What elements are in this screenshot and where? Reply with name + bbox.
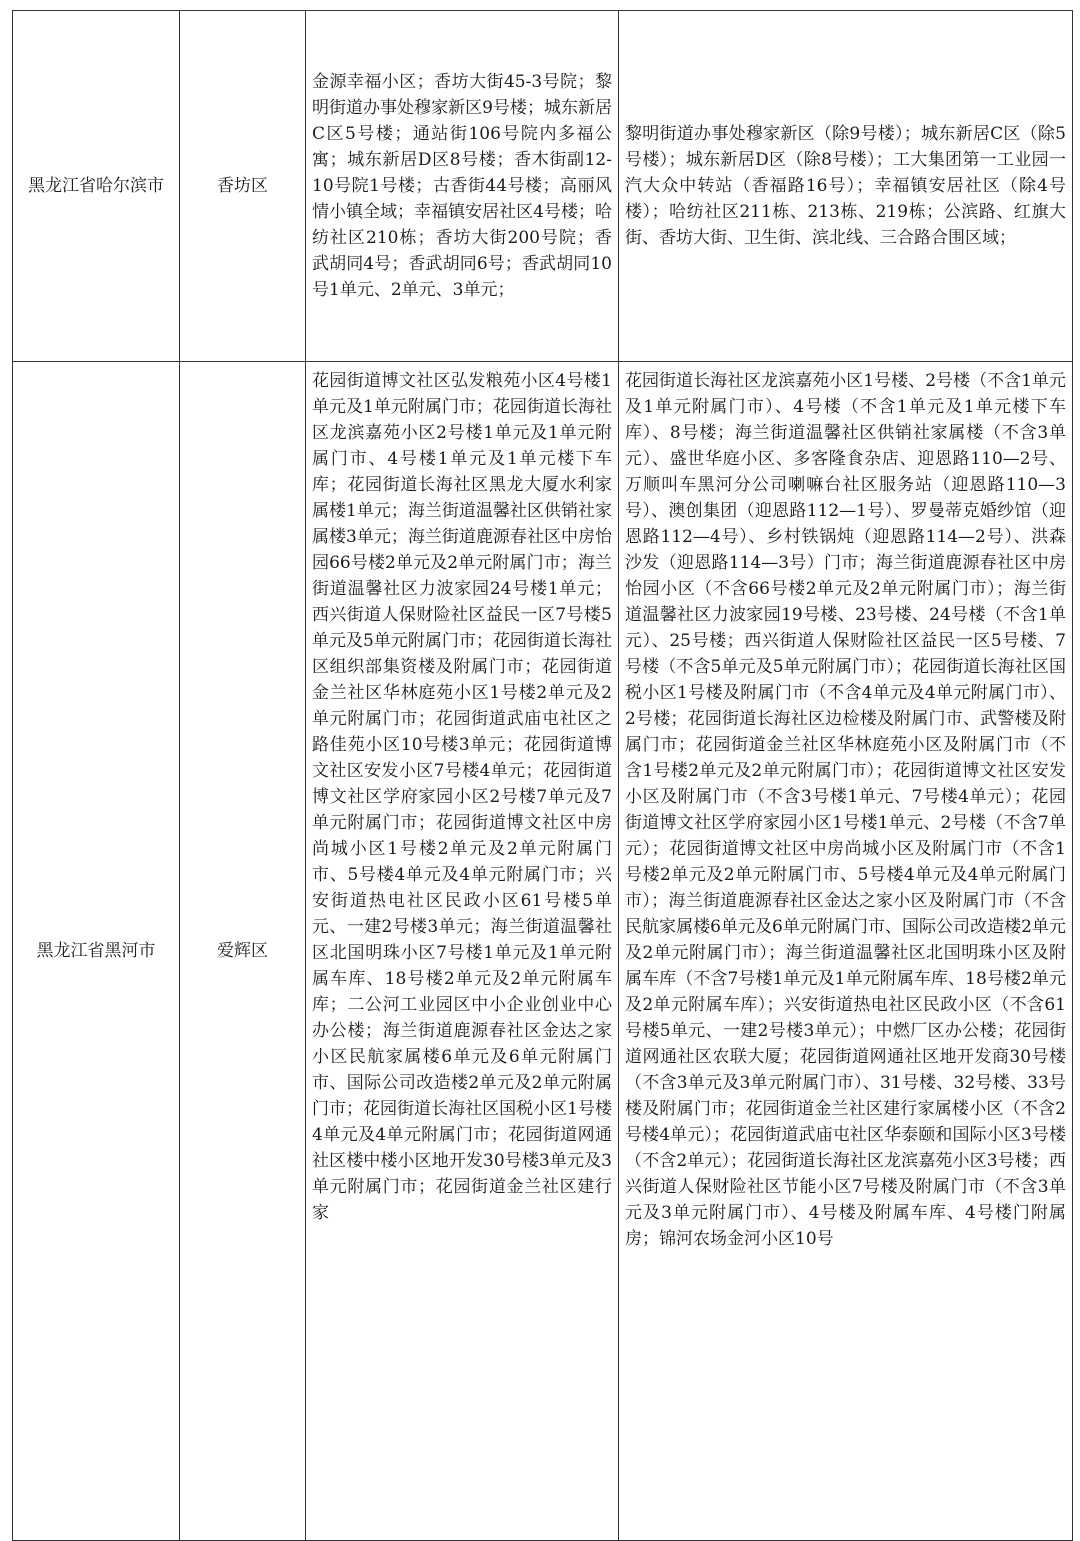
district-cell: 爱辉区 (180, 362, 306, 1541)
city-name: 黑龙江省黑河市 (36, 941, 156, 961)
high-risk-cell: 花园街道博文社区弘发粮苑小区4号楼1单元及1单元附属门市；花园街道长海社区龙滨嘉苑小区2号楼1单元及1单元附属门市、4号楼1单元及1单元楼下车库；花园街道长海社区黑龙大厦水利家属楼1单元；海兰街道温馨社区供销社家属楼3单元；海兰街道鹿源春社区中房怡园66号楼2单元及2单元附属门市；海兰街道温馨社区力波家园24号楼1单元；西兴街道人保财险社区益民一区7号楼5单元及5单元附属门市；花园街道长海社区组织部集资楼及附属门市；花园街道金兰社区华林庭苑小区1号楼2单元及2单元附属门市；花园街道武庙屯社区之路佳苑小区10号楼3单元；花园街道博文社区安发小区7号楼4单元；花园街道博文社区学府家园小区2号楼7单元及7单元附属门市；花园街道博文社区中房尚城小区1号楼2单元及2单元附属门市、5号楼4单元及4单元附属门市；兴安街道热电社区民政小区61号楼5单元、一建2号楼3单元；海兰街道温馨社区北国明珠小区7号楼1单元及1单元附属车库、18号楼2单元及2单元附属车库；二公河工业园区中小企业创业中心办公楼；海兰街道鹿源春社区金达之家小区民航家属楼6单元及6单元附属门市、国际公司改造楼2单元及2单元附属门市；花园街道长海社区国税小区1号楼4单元及4单元附属门市；花园街道网通社区楼中楼小区地开发30号楼3单元及3单元附属门市；花园街道金兰社区建行家 (306, 362, 619, 1541)
high-risk-cell: 金源幸福小区；香坊大街45-3号院；黎明街道办事处穆家新区9号楼；城东新居C区5号楼；通站街106号院内多福公寓；城东新居D区8号楼；香木街副12-10号院1号楼；古香街44号楼；高丽风情小镇全域；幸福镇安居社区4号楼；哈纺社区210栋；香坊大街200号院；香武胡同4号；香武胡同6号；香武胡同10号1单元、2单元、3单元； (306, 11, 619, 362)
city-cell (13, 11, 180, 362)
mid-risk-cell: 花园街道长海社区龙滨嘉苑小区1号楼、2号楼（不含1单元及1单元附属门市）、4号楼（不含1单元及1单元楼下车库）、8号楼；海兰街道温馨社区供销社家属楼（不含3单元）、盛世华庭小区、多客隆食杂店、迎恩路110—2号、万顺叫车黑河分公司喇嘛台社区服务站（迎恩路110—3号）、澳创集团（迎恩路112—1号）、罗曼蒂克婚纱馆（迎恩路112—4号）、乡村铁锅炖（迎恩路114—2号）、洪森沙发（迎恩路114—3号）门市；海兰街道鹿源春社区中房怡园小区（不含66号楼2单元及2单元附属门市）；海兰街道温馨社区力波家园19号楼、23号楼、24号楼（不含1单元）、25号楼；西兴街道人保财险社区益民一区5号楼、7号楼（不含5单元及5单元附属门市）；花园街道长海社区国税小区1号楼及附属门市（不含4单元及4单元附属门市）、2号楼；花园街道长海社区边检楼及附属门市、武警楼及附属门市；花园街道金兰社区华林庭苑小区及附属门市（不含1号楼2单元及2单元附属门市）；花园街道博文社区安发小区及附属门市（不含3号楼1单元、7号楼4单元）；花园街道博文社区学府家园小区1号楼1单元、2号楼（不含7单元）；花园街道博文社区中房尚城小区及附属门市（不含1号楼2单元及2单元附属门市、5号楼4单元及4单元附属门市）；海兰街道鹿源春社区金达之家小区及附属门市（不含民航家属楼6单元及6单元附属门市、国际公司改造楼2单元及2单元附属门市）；海兰街道温馨社区北国明珠小区及附属车库（不含7号楼1单元及1单元附属车库、18号楼2单元及2单元附属车库）；兴安街道热电社区民政小区（不含61号楼5单元、一建2号楼3单元）；中燃厂区办公楼；花园街道网通社区农联大厦；花园街道网通社区地开发商30号楼（不含3单元及3单元附属门市）、31号楼、32号楼、33号楼及附属门市；花园街道金兰社区建行家属楼小区（不含2号楼4单元）；花园街道武庙屯社区华泰颐和国际小区3号楼（不含2单元）；花园街道长海社区龙滨嘉苑小区3号楼；西兴街道人保财险社区节能小区7号楼及附属门市（不含3单元及3单元附属门市）、4号楼及附属车库、4号楼门附属房；锦河农场金河小区10号 (619, 362, 1073, 1541)
mid-risk-cell: 黎明街道办事处穆家新区（除9号楼）；城东新居C区（除5号楼）；城东新居D区（除8号楼）；工大集团第一工业园一汽大众中转站（香福路16号）；幸福镇安居社区（除4号楼）；哈纺社区211栋、213栋、219栋；公滨路、红旗大街、香坊大街、卫生街、滨北线、三合路合围区域； (619, 11, 1073, 362)
district-cell: 香坊区 (180, 11, 306, 362)
city-cell (13, 362, 180, 1541)
risk-area-table (12, 10, 1073, 1541)
table-row (13, 11, 1073, 362)
table-row (13, 362, 1073, 1541)
city-name: 黑龙江省哈尔滨市 (28, 176, 164, 196)
